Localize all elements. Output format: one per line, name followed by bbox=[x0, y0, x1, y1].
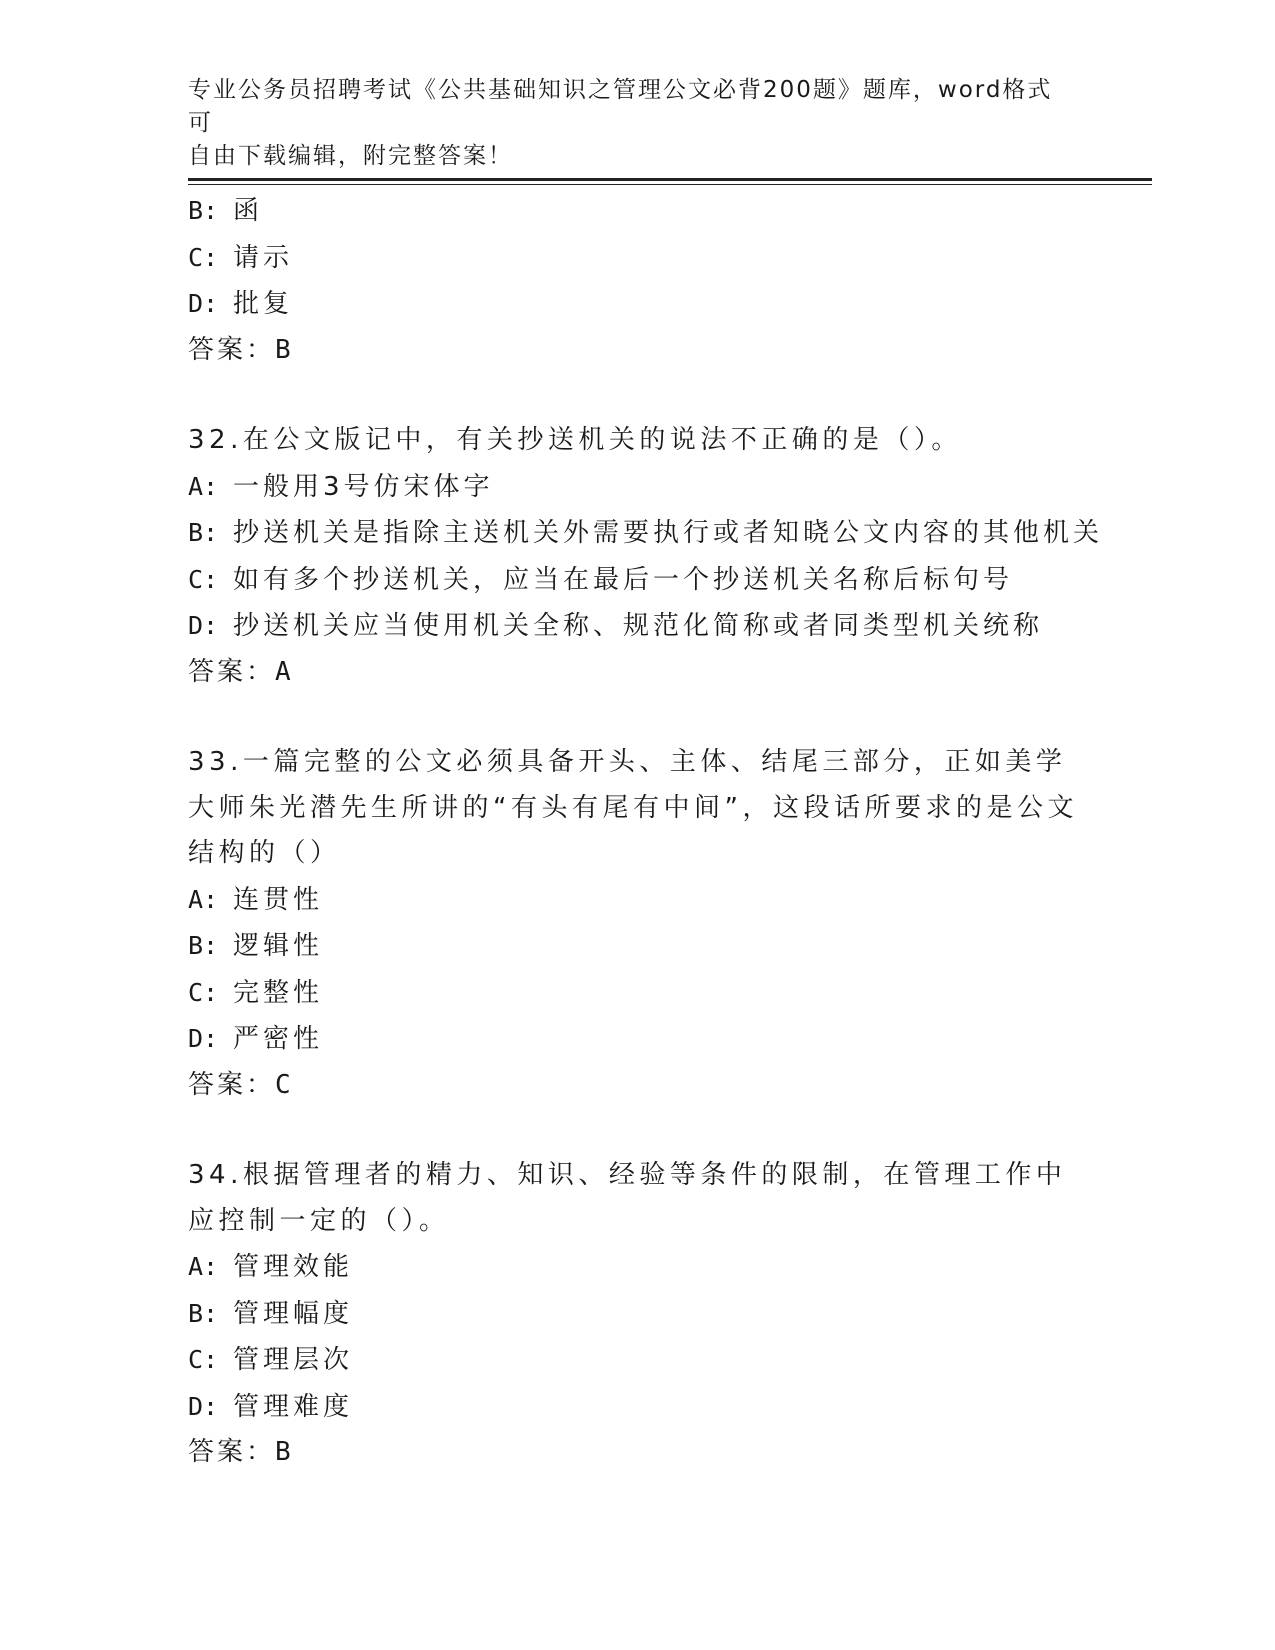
question-31-continued bbox=[188, 188, 1088, 373]
option-text: 完整性 bbox=[233, 977, 324, 1008]
option-text: 逻辑性 bbox=[233, 931, 324, 961]
answer-label: 答案： bbox=[188, 1437, 276, 1467]
option-text: 批复 bbox=[233, 289, 294, 319]
question-spacer bbox=[188, 1108, 1088, 1153]
option-text: 抄送机关是指除主送机关外需要执行或者知晓公文内容的其他机关 bbox=[233, 518, 1104, 548]
option-a bbox=[188, 1244, 1088, 1291]
question-list bbox=[188, 188, 1104, 1476]
option-b bbox=[188, 510, 1104, 557]
question-text: 34.根据管理者的精力、知识、经验等条件的限制，在管理工作中应控制一定的（）。 bbox=[188, 1160, 1067, 1236]
option-c bbox=[188, 970, 1088, 1017]
option-letter: A: bbox=[188, 471, 219, 501]
option-text: 连贯性 bbox=[233, 884, 324, 915]
option-text: 管理难度 bbox=[233, 1391, 354, 1422]
answer-value: B bbox=[275, 1437, 294, 1467]
option-letter: D: bbox=[188, 1024, 219, 1053]
question-33 bbox=[188, 740, 1088, 1108]
option-d bbox=[188, 603, 1088, 650]
answer-label: 答案： bbox=[188, 656, 276, 687]
question-text: 33.一篇完整的公文必须具备开头、主体、结尾三部分，正如美学大师朱光潜先生所讲的“有头有尾有中间”，这段话所要求的是公文结构的（） bbox=[188, 747, 1078, 868]
option-d bbox=[188, 1016, 1088, 1063]
option-text: 严密性 bbox=[233, 1024, 324, 1054]
question-text: 32.在公文版记中，有关抄送机关的说法不正确的是（）。 bbox=[188, 425, 962, 455]
option-b bbox=[188, 188, 1088, 235]
option-text: 如有多个抄送机关，应当在最后一个抄送机关名称后标句号 bbox=[233, 564, 1014, 595]
option-text: 请示 bbox=[233, 242, 294, 273]
option-text: 一般用3号仿宋体字 bbox=[233, 471, 494, 502]
option-b bbox=[188, 1291, 1088, 1338]
header-line-2: 自由下载编辑，附完整答案！ bbox=[188, 143, 513, 169]
option-letter: B: bbox=[188, 518, 219, 547]
header-rule-thick bbox=[188, 178, 1152, 181]
option-d bbox=[188, 1384, 1088, 1431]
answer-line bbox=[188, 1063, 1088, 1109]
answer-line bbox=[188, 328, 1088, 374]
answer-value: B bbox=[275, 334, 294, 365]
option-letter: A: bbox=[188, 1252, 219, 1281]
option-letter: B: bbox=[188, 196, 219, 225]
option-c bbox=[188, 235, 1088, 282]
answer-line bbox=[188, 1430, 1088, 1476]
question-spacer bbox=[188, 695, 1088, 740]
option-letter: B: bbox=[188, 931, 219, 960]
option-letter: C: bbox=[188, 564, 219, 594]
option-text: 抄送机关应当使用机关全称、规范化简称或者同类型机关统称 bbox=[233, 611, 1044, 641]
option-letter: C: bbox=[188, 1345, 219, 1374]
answer-value: C bbox=[275, 1069, 294, 1100]
option-text: 函 bbox=[233, 196, 264, 226]
option-text: 管理层次 bbox=[233, 1345, 354, 1375]
answer-label: 答案： bbox=[188, 1069, 276, 1100]
document-header bbox=[188, 74, 1068, 173]
option-b bbox=[188, 923, 1088, 970]
option-letter: B: bbox=[188, 1298, 219, 1328]
option-letter: A: bbox=[188, 884, 219, 914]
option-c bbox=[188, 1337, 1088, 1384]
option-text: 管理幅度 bbox=[233, 1298, 354, 1329]
option-letter: D: bbox=[188, 289, 219, 318]
answer-label: 答案： bbox=[188, 334, 276, 365]
answer-line bbox=[188, 650, 1088, 696]
option-a bbox=[188, 877, 1088, 924]
answer-value: A bbox=[275, 656, 294, 687]
question-spacer bbox=[188, 373, 1088, 418]
option-c bbox=[188, 557, 1088, 604]
question-34 bbox=[188, 1153, 1088, 1476]
option-letter: C: bbox=[188, 977, 219, 1007]
option-text: 管理效能 bbox=[233, 1252, 354, 1282]
option-letter: D: bbox=[188, 1391, 219, 1421]
option-letter: D: bbox=[188, 611, 219, 640]
option-a bbox=[188, 464, 1088, 511]
header-line-1: 专业公务员招聘考试《公共基础知识之管理公文必背200题》题库，word格式可 bbox=[188, 77, 1053, 136]
option-d bbox=[188, 281, 1088, 328]
question-32 bbox=[188, 418, 1104, 695]
header-rule-thin bbox=[188, 184, 1152, 185]
option-letter: C: bbox=[188, 242, 219, 272]
